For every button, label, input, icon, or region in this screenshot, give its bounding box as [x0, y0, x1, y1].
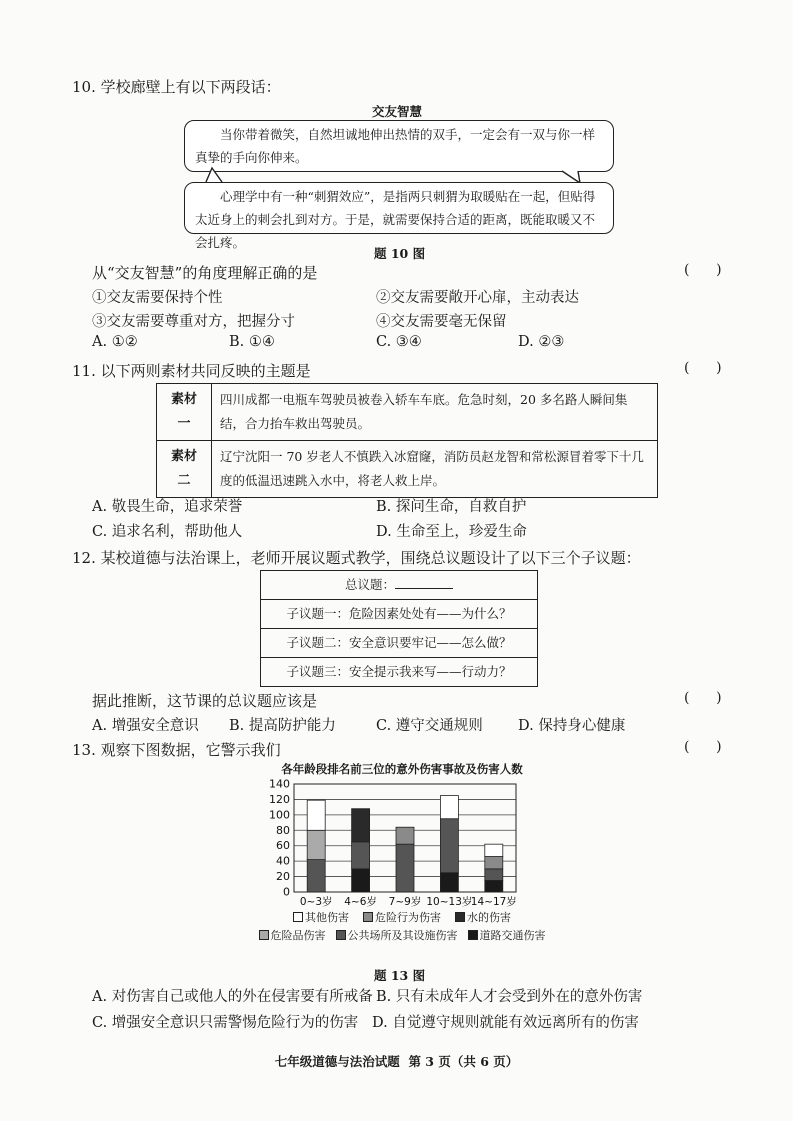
legend-item [293, 909, 349, 925]
q11-option-c[interactable]: C. 追求名利，帮助他人 [92, 524, 243, 540]
bar-segment [440, 873, 458, 892]
q11-option-d[interactable]: D. 生命至上，珍爱生命 [376, 524, 527, 540]
q10-statement: ④交友需要毫无保留 [376, 314, 507, 330]
q12-option-c[interactable]: C. 遵守交通规则 [376, 718, 483, 734]
q11-stem: 11. 以下两则素材共同反映的主题是 [72, 362, 311, 380]
subtopic-row: 子议题一：危险因素处处有——为什么？ [261, 599, 537, 628]
q12-option-b[interactable]: B. 提高防护能力 [229, 718, 336, 734]
y-tick-label: 140 [269, 778, 290, 791]
q12-option-d[interactable]: D. 保持身心健康 [518, 718, 626, 734]
legend-label: 其他伤害 [305, 911, 349, 924]
q13-stem: 13. 观察下图数据，它警示我们 [72, 741, 281, 759]
bar-segment [396, 844, 414, 892]
topic-box [260, 570, 538, 687]
bar-segment [307, 860, 325, 892]
blank-line [395, 574, 453, 589]
bubble-text: 心理学中有一种“刺猬效应”，是指两只刺猬为取暖贴在一起，但贴得太近身上的刺会扎到对方。于是，就需要保持合适的距离，既能取暖又不会扎疼。 [195, 189, 596, 250]
figure-caption: 题 10 图 [374, 246, 426, 261]
table-row [157, 384, 658, 441]
materials-table [156, 383, 658, 498]
total-topic-label: 总议题： [344, 577, 395, 592]
y-tick-label: 60 [276, 839, 290, 853]
material-label: 素材一 [157, 384, 212, 441]
figure-caption: 题 13 图 [374, 968, 426, 983]
q10-option-b[interactable]: B. ①④ [229, 334, 275, 350]
bar-segment [352, 842, 370, 869]
q10-option-a[interactable]: A. ①② [92, 334, 138, 350]
page-footer: 七年级道德与法治试题 第 3 页（共 6 页） [274, 1054, 519, 1069]
answer-paren: ( ) [684, 739, 722, 755]
chart-legend [268, 909, 546, 943]
bar-segment [440, 796, 458, 819]
legend-label: 公共场所及其设施伤害 [347, 929, 458, 942]
subtopic-row: 子议题二：安全意识要牢记——怎么做？ [261, 628, 537, 657]
answer-paren: ( ) [684, 360, 722, 376]
x-tick-label: 7~9岁 [388, 896, 422, 908]
bar-segment [352, 869, 370, 892]
y-tick-label: 80 [276, 823, 290, 837]
legend-label: 水的伤害 [467, 911, 511, 924]
y-tick-label: 100 [269, 808, 290, 822]
legend-item [259, 927, 326, 943]
q10-box-title: 交友智慧 [372, 104, 423, 119]
bar-segment [485, 880, 503, 892]
subtopic-row: 子议题三：安全提示我来写——行动力？ [261, 657, 537, 686]
legend-swatch [259, 930, 269, 940]
legend-swatch [363, 912, 373, 922]
q10-statement: ③交友需要尊重对方，把握分寸 [92, 314, 295, 330]
bar-segment [307, 800, 325, 830]
bubble-tail-icon [200, 166, 230, 184]
bar-segment [440, 819, 458, 873]
y-tick-label: 120 [269, 792, 290, 806]
x-tick-label: 4~6岁 [344, 896, 377, 908]
legend-swatch [336, 930, 346, 940]
q10-stem: 10. 学校廊壁上有以下两段话： [72, 78, 281, 96]
q10-option-c[interactable]: C. ③④ [376, 334, 422, 350]
bar-segment [396, 827, 414, 844]
material-text: 辽宁沈阳一 70 岁老人不慎跌入冰窟窿，消防员赵龙智和常松源冒着零下十几度的低温迅速跳入水中，将老人救上岸。 [212, 441, 658, 498]
q10-statement: ②交友需要敞开心扉，主动表达 [376, 290, 579, 306]
q10-statement: ①交友需要保持个性 [92, 290, 223, 306]
q10-question: 从“交友智慧”的角度理解正确的是 [92, 264, 318, 282]
total-topic-row [261, 571, 537, 599]
q13-option-c[interactable]: C. 增强安全意识只需警惕危险行为的伤害 [92, 1015, 359, 1031]
bubble-text: 当你带着微笑，自然坦诚地伸出热情的双手，一定会有一双与你一样真挚的手向你伸来。 [195, 127, 596, 165]
legend-item [455, 909, 511, 925]
answer-paren: ( ) [684, 262, 722, 278]
q10-option-d[interactable]: D. ②③ [518, 334, 565, 350]
q13-option-d[interactable]: D. 自觉遵守规则就能有效远离所有的伤害 [372, 1015, 639, 1031]
q11-option-b[interactable]: B. 探问生命，自救自护 [376, 499, 527, 515]
x-tick-label: 14~17岁 [470, 896, 517, 908]
legend-item [336, 927, 458, 943]
x-tick-label: 10~13岁 [426, 896, 473, 908]
speech-bubble-smile [184, 120, 614, 172]
table-row [157, 441, 658, 498]
bar-segment [485, 844, 503, 856]
chart-title: 各年龄段排名前三位的意外伤害事故及伤害人数 [281, 762, 523, 776]
q11-option-a[interactable]: A. 敬畏生命，追求荣誉 [92, 499, 243, 515]
material-label: 素材二 [157, 441, 212, 498]
y-tick-label: 40 [276, 854, 290, 868]
bar-segment [352, 809, 370, 842]
q13-option-a[interactable]: A. 对伤害自己或他人的外在侵害要有所戒备 [92, 989, 373, 1005]
legend-label: 危险行为伤害 [375, 911, 441, 924]
bar-segment [307, 830, 325, 859]
legend-label: 道路交通伤害 [479, 929, 546, 942]
q12-option-a[interactable]: A. 增强安全意识 [92, 718, 199, 734]
legend-swatch [455, 912, 465, 922]
q12-question: 据此推断，这节课的总议题应该是 [92, 692, 318, 710]
material-text: 四川成都一电瓶车驾驶员被卷入轿车车底。危急时刻，20 多名路人瞬间集结，合力抬车救出驾驶员。 [212, 384, 658, 441]
legend-swatch [293, 912, 303, 922]
legend-swatch [468, 930, 478, 940]
bar-segment [485, 869, 503, 881]
legend-item [363, 909, 441, 925]
q13-option-b[interactable]: B. 只有未成年人才会受到外在的意外伤害 [376, 989, 643, 1005]
q12-stem: 12. 某校道德与法治课上，老师开展议题式教学，围绕总议题设计了以下三个子议题： [72, 549, 641, 567]
bar-segment [485, 857, 503, 869]
y-tick-label: 20 [276, 870, 290, 884]
legend-label: 危险品伤害 [270, 929, 326, 942]
y-tick-label: 0 [283, 885, 290, 899]
answer-paren: ( ) [684, 690, 722, 706]
x-tick-label: 0~3岁 [299, 896, 333, 908]
legend-item [468, 927, 546, 943]
stacked-bar-chart [262, 778, 532, 910]
speech-bubble-hedgehog [184, 182, 614, 250]
